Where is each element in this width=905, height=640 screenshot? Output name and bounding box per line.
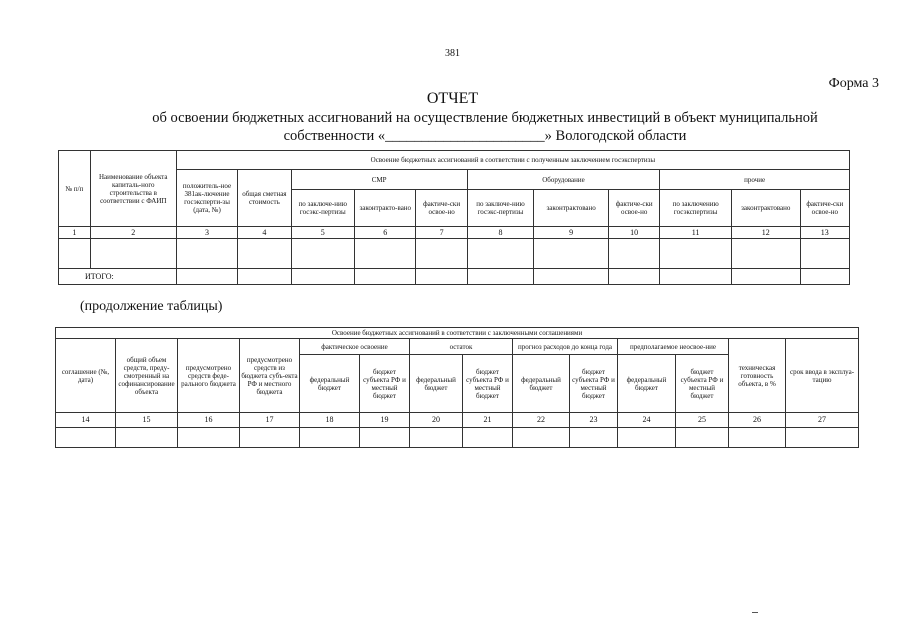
table-cell[interactable] xyxy=(618,428,676,448)
column-number: 12 xyxy=(731,227,800,239)
column-number: 27 xyxy=(786,413,859,428)
table-cell[interactable] xyxy=(355,239,416,269)
header-forecast-regional: бюджет субъекта РФ и местный бюджет xyxy=(570,355,618,413)
column-number: 11 xyxy=(660,227,732,239)
column-number: 9 xyxy=(534,227,609,239)
column-number: 13 xyxy=(800,227,849,239)
column-number: 2 xyxy=(90,227,176,239)
table-cell[interactable] xyxy=(178,428,240,448)
table-cell[interactable] xyxy=(416,239,467,269)
header-agreement: соглашение (№, дата) xyxy=(56,339,116,413)
header-group-other: прочие xyxy=(660,170,850,190)
header-group-remainder: остаток xyxy=(410,339,513,355)
table-cell[interactable] xyxy=(534,269,609,285)
table-cell[interactable] xyxy=(238,269,291,285)
table-cell[interactable] xyxy=(355,269,416,285)
column-number: 26 xyxy=(729,413,786,428)
table-cell[interactable] xyxy=(176,239,237,269)
table-cell[interactable] xyxy=(609,239,660,269)
scan-mark xyxy=(752,612,758,613)
header-smr-expertise: по заключе-нию госэкс-пертизы xyxy=(291,190,355,227)
header-readiness: техническая готовность объекта, в % xyxy=(729,339,786,413)
table-cell[interactable] xyxy=(660,239,732,269)
table-cell[interactable] xyxy=(59,239,91,269)
header-total-cost: общая сметная стоимость xyxy=(238,170,291,227)
header-group-agreements: Освоение бюджетных ассигнований в соответствии с заключенными соглашениями xyxy=(56,328,859,339)
header-federal-planned: предусмотрено средств феде-рального бюджета xyxy=(178,339,240,413)
table-cell[interactable] xyxy=(291,239,355,269)
column-number: 15 xyxy=(116,413,178,428)
table-cell[interactable] xyxy=(660,269,732,285)
header-equipment-expertise: по заключе-нию госэкс-пертизы xyxy=(467,190,534,227)
column-number: 22 xyxy=(513,413,570,428)
table-cell[interactable] xyxy=(676,428,729,448)
column-number: 6 xyxy=(355,227,416,239)
column-number: 3 xyxy=(176,227,237,239)
table-cell[interactable] xyxy=(800,269,849,285)
column-numbers-row xyxy=(56,413,859,428)
table-cell[interactable] xyxy=(116,428,178,448)
header-remainder-regional: бюджет субъекта РФ и местный бюджет xyxy=(463,355,513,413)
table-cell[interactable] xyxy=(360,428,410,448)
table-cell[interactable] xyxy=(786,428,859,448)
header-remainder-federal: федеральный бюджет xyxy=(410,355,463,413)
table-cell[interactable] xyxy=(467,269,534,285)
header-other-expertise: по заключению госэкспертизы xyxy=(660,190,732,227)
continuation-caption: (продолжение таблицы) xyxy=(80,299,223,314)
table-cell[interactable] xyxy=(570,428,618,448)
subtitle-line-1: об освоении бюджетных ассигнований на осуществление бюджетных инвестиций в объект муниципальной xyxy=(152,110,818,126)
column-number: 20 xyxy=(410,413,463,428)
header-object-name: Наименование объекта капиталь-ного строительства в соответствии с ФАИП xyxy=(90,151,176,227)
header-actual-federal: федеральный бюджет xyxy=(300,355,360,413)
table-cell[interactable] xyxy=(90,239,176,269)
table-cell[interactable] xyxy=(238,239,291,269)
column-number: 4 xyxy=(238,227,291,239)
table-cell[interactable] xyxy=(609,269,660,285)
header-total-volume: общий объем средств, преду-смотренный на софинансирование объекта xyxy=(116,339,178,413)
table-cell[interactable] xyxy=(291,269,355,285)
column-number: 19 xyxy=(360,413,410,428)
subtitle-line-2: собственности «______________________» Вологодской области xyxy=(283,128,687,144)
table-row xyxy=(56,428,859,448)
column-number: 10 xyxy=(609,227,660,239)
header-equipment-contracted: законтрактовано xyxy=(534,190,609,227)
report-subtitle xyxy=(100,109,870,145)
report-table-part2 xyxy=(55,327,859,448)
header-deadline: срок ввода в эксплуа-тацию xyxy=(786,339,859,413)
column-number: 16 xyxy=(178,413,240,428)
header-expected-federal: федеральный бюджет xyxy=(618,355,676,413)
report-title: ОТЧЕТ xyxy=(426,90,479,107)
table-cell[interactable] xyxy=(176,269,237,285)
header-expected-regional: бюджет субъекта РФ и местный бюджет xyxy=(676,355,729,413)
form-label: Форма 3 xyxy=(828,76,879,91)
table-cell[interactable] xyxy=(731,269,800,285)
table-cell[interactable] xyxy=(729,428,786,448)
header-group-smr: СМР xyxy=(291,170,467,190)
table-cell[interactable] xyxy=(800,239,849,269)
header-equipment-actual: фактиче-ски освое-но xyxy=(609,190,660,227)
header-group-forecast: прогноз расходов до конца года xyxy=(513,339,618,355)
header-smr-contracted: законтракто-вано xyxy=(355,190,416,227)
header-actual-regional: бюджет субъекта РФ и местный бюджет xyxy=(360,355,410,413)
column-number: 1 xyxy=(59,227,91,239)
table-cell[interactable] xyxy=(731,239,800,269)
table-cell[interactable] xyxy=(467,239,534,269)
table-row xyxy=(59,239,850,269)
total-row xyxy=(59,269,850,285)
header-regional-planned: предусмотрено средств из бюджета субъ-екта РФ и местного бюджета xyxy=(240,339,300,413)
table-cell[interactable] xyxy=(240,428,300,448)
header-group-actual: фактическое освоение xyxy=(300,339,410,355)
column-number: 7 xyxy=(416,227,467,239)
header-forecast-federal: федеральный бюджет xyxy=(513,355,570,413)
header-group-expertise: Освоение бюджетных ассигнований в соответствии с полученным заключением госэкспертизы xyxy=(176,151,849,170)
column-number: 5 xyxy=(291,227,355,239)
total-label: ИТОГО: xyxy=(59,269,177,285)
column-number: 14 xyxy=(56,413,116,428)
column-number: 17 xyxy=(240,413,300,428)
header-group-expected: предполагаемое неосвое-ние xyxy=(618,339,729,355)
column-number: 8 xyxy=(467,227,534,239)
header-num: № п/п xyxy=(59,151,91,227)
header-group-equipment: Оборудование xyxy=(467,170,660,190)
table-cell[interactable] xyxy=(300,428,360,448)
table-cell[interactable] xyxy=(410,428,463,448)
table-cell[interactable] xyxy=(416,269,467,285)
table-cell[interactable] xyxy=(534,239,609,269)
column-number: 23 xyxy=(570,413,618,428)
page-number: 381 xyxy=(445,48,460,59)
header-other-actual: фактиче-ски освое-но xyxy=(800,190,849,227)
column-number: 21 xyxy=(463,413,513,428)
table-cell[interactable] xyxy=(463,428,513,448)
table-cell[interactable] xyxy=(513,428,570,448)
header-other-contracted: законтрактовано xyxy=(731,190,800,227)
table-cell[interactable] xyxy=(56,428,116,448)
column-number: 18 xyxy=(300,413,360,428)
header-smr-actual: фактиче-ски освое-но xyxy=(416,190,467,227)
report-table-part1 xyxy=(58,150,850,285)
column-number: 24 xyxy=(618,413,676,428)
header-positive-conclusion: положитель-ное 381ак-лючение госэксперти-зы (дата, №) xyxy=(176,170,237,227)
column-number: 25 xyxy=(676,413,729,428)
column-numbers-row xyxy=(59,227,850,239)
